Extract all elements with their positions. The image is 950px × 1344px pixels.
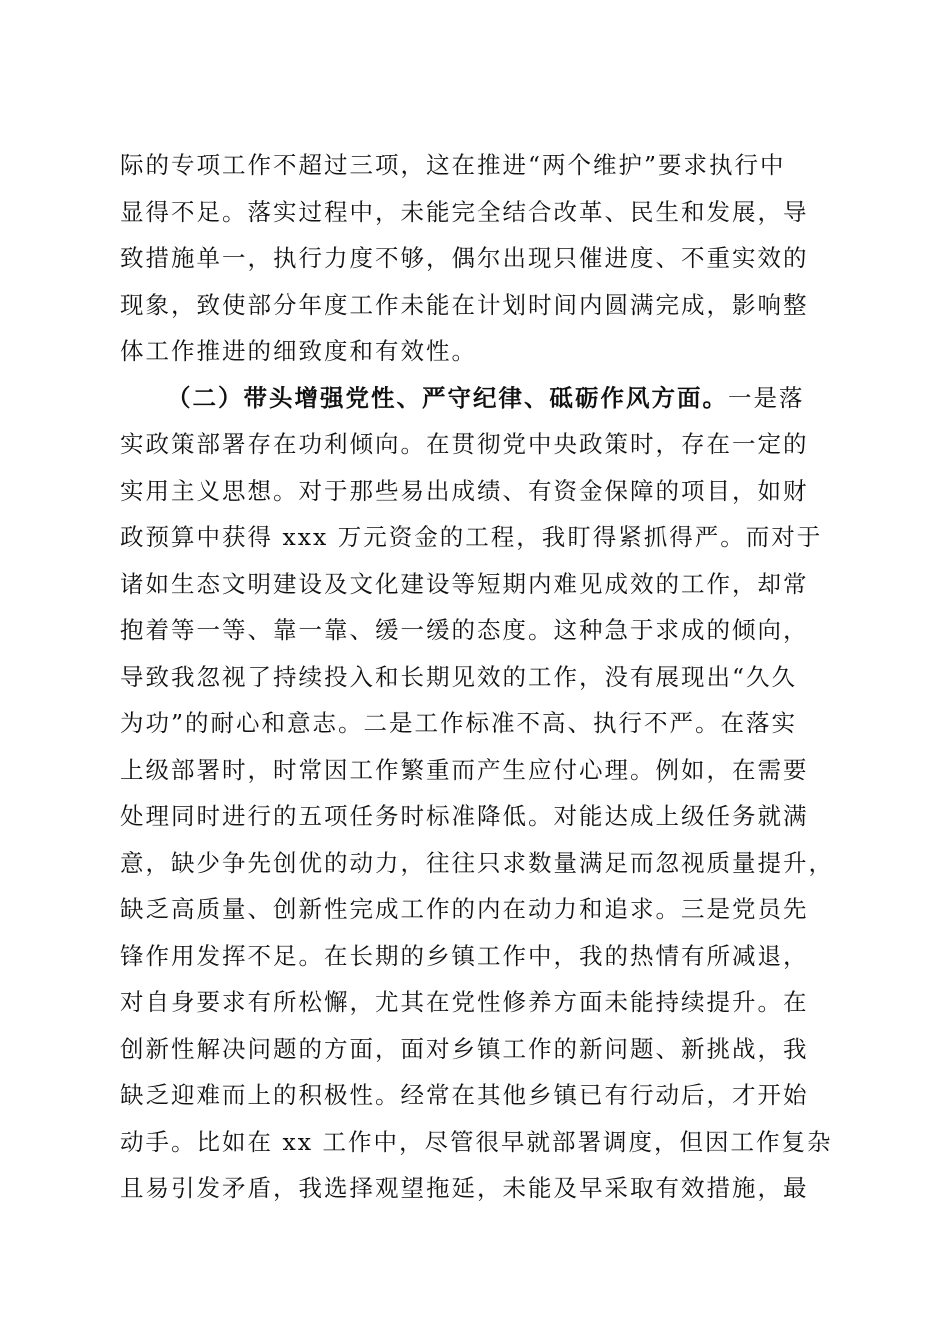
paragraph-2-line: 且易引发矛盾，我选择观望拖延，未能及早采取有效措施，最 (120, 1174, 809, 1202)
section-heading: （二）带头增强党性、严守纪律、砥砺作风方面。 (167, 383, 728, 412)
paragraph-2-line: 创新性解决问题的方面，面对乡镇工作的新问题、新挑战，我 (120, 1034, 809, 1063)
paragraph-2-line: 政预算中获得 xxx 万元资金的工程，我盯得紧抓得严。而对于 (120, 523, 823, 551)
paragraph-1-line: 现象，致使部分年度工作未能在计划时间内圆满完成，影响整 (120, 290, 809, 319)
paragraph-2-line: 抱着等一等、靠一靠、缓一缓的态度。这种急于求成的倾向， (120, 616, 809, 644)
paragraph-2-line: 对自身要求有所松懈，尤其在党性修养方面未能持续提升。在 (120, 988, 809, 1016)
paragraph-2-first-line (120, 375, 832, 422)
document-body (120, 142, 832, 1212)
paragraph-2-line: 锋作用发挥不足。在长期的乡镇工作中，我的热情有所减退， (120, 941, 809, 970)
paragraph-2-line: 上级部署时，时常因工作繁重而产生应付心理。例如，在需要 (120, 755, 809, 784)
paragraph-2-line: 动手。比如在 xx 工作中，尽管很早就部署调度，但因工作复杂 (120, 1127, 833, 1156)
paragraph-2-line: 实用主义思想。对于那些易出成绩、有资金保障的项目，如财 (120, 476, 809, 505)
paragraph-2-line: 实政策部署存在功利倾向。在贯彻党中央政策时，存在一定的 (120, 430, 809, 458)
paragraph-2-line: 意，缺少争先创优的动力，往往只求数量满足而忽视质量提升， (120, 848, 834, 877)
paragraph-2-line: 缺乏迎难而上的积极性。经常在其他乡镇已有行动后，才开始 (120, 1081, 809, 1109)
paragraph-2-line: 导致我忽视了持续投入和长期见效的工作，没有展现出“久久 (120, 662, 798, 691)
paragraph-1-line: 显得不足。落实过程中，未能完全结合改革、民生和发展，导 (120, 197, 809, 226)
paragraph-2-first-line-rest: 一是落 (728, 383, 805, 412)
paragraph-1-line: 致措施单一，执行力度不够，偶尔出现只催进度、不重实效的 (120, 244, 809, 272)
paragraph-1-line: 体工作推进的细致度和有效性。 (120, 337, 477, 365)
paragraph-2-line: 处理同时进行的五项任务时标准降低。对能达成上级任务就满 (120, 802, 809, 830)
paragraph-1-line: 际的专项工作不超过三项，这在推进“两个维护”要求执行中 (120, 151, 786, 179)
paragraph-2-line: 诸如生态文明建设及文化建设等短期内难见成效的工作，却常 (120, 569, 809, 598)
paragraph-2-line: 为功”的耐心和意志。二是工作标准不高、执行不严。在落实 (120, 709, 798, 737)
paragraph-2-line: 缺乏高质量、创新性完成工作的内在动力和追求。三是党员先 (120, 895, 809, 923)
